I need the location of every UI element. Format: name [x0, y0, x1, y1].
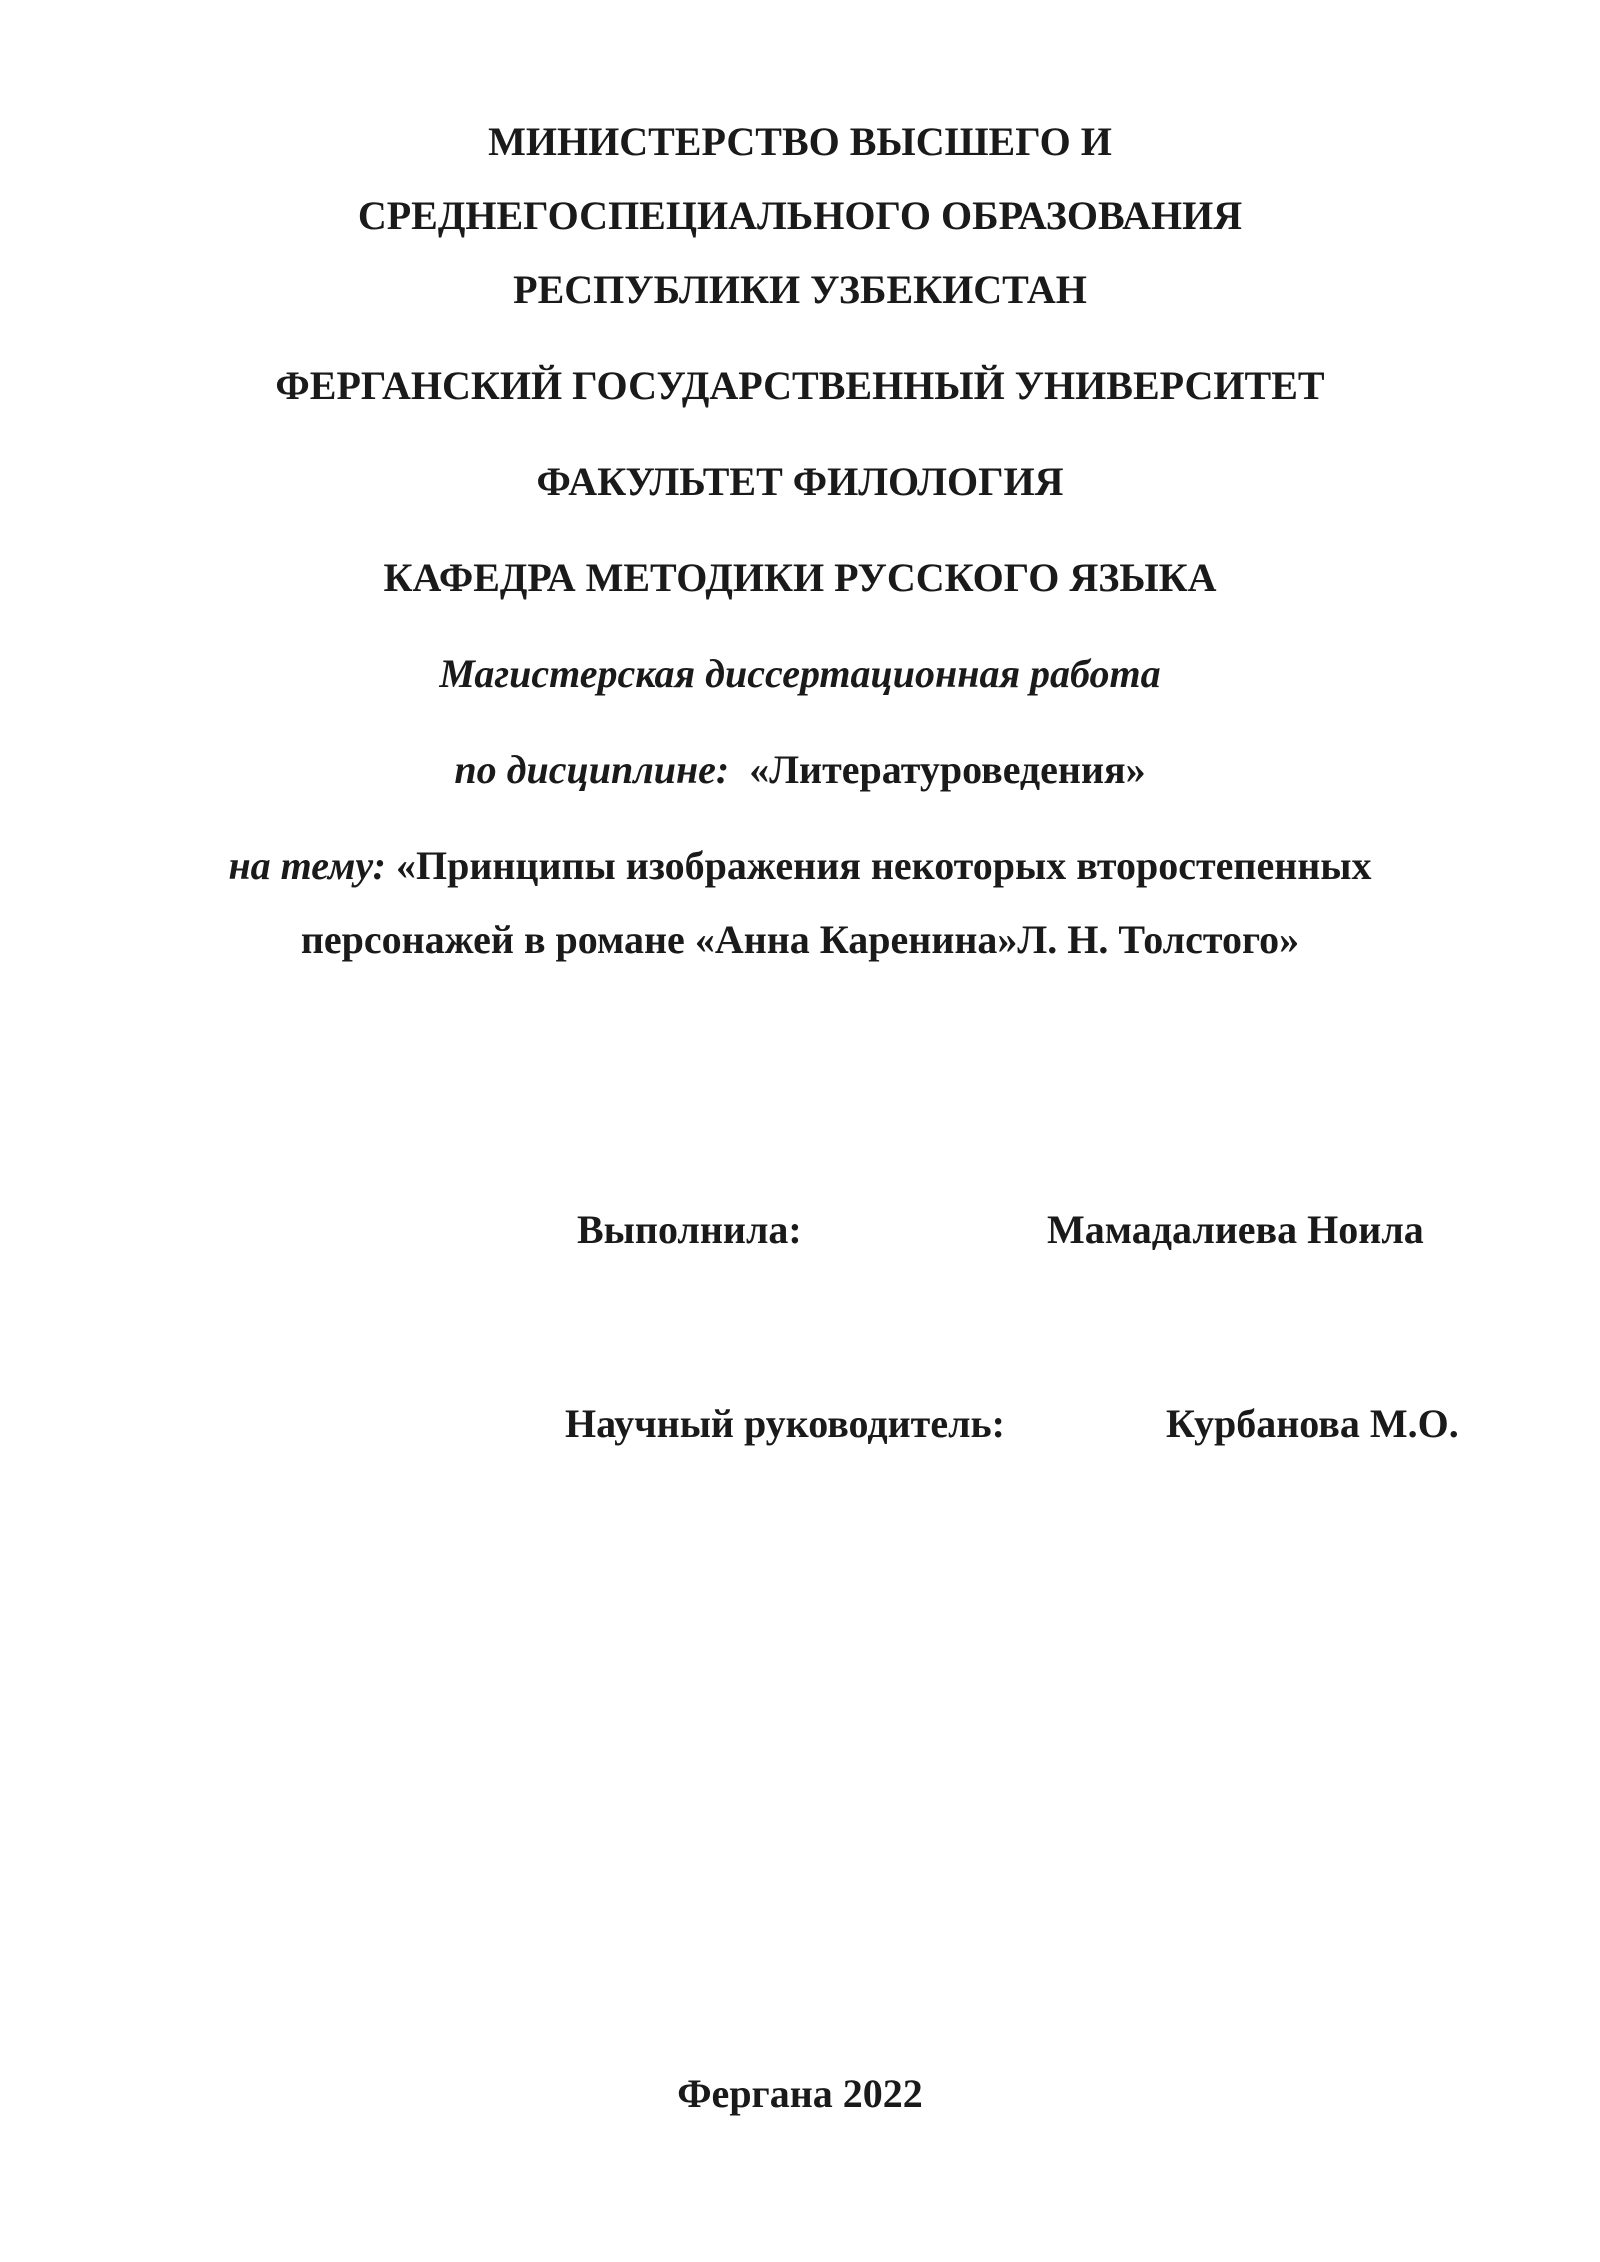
performed-name: Мамадалиева Ноила [1047, 1207, 1424, 1252]
faculty-name: ФАКУЛЬТЕТ ФИЛОЛОГИЯ [536, 459, 1064, 504]
city-year: Фергана 2022 [677, 2071, 923, 2116]
work-type: Магистерская диссертационная работа [439, 651, 1161, 696]
topic-text-1: «Принципы изображения некоторых второстепенных [395, 843, 1372, 888]
ministry-line-1: МИНИСТЕРСТВО ВЫСШЕГО И [488, 119, 1112, 164]
discipline-prefix: по дисциплине: [454, 747, 730, 792]
ministry-line-3: РЕСПУБЛИКИ УЗБЕКИСТАН [513, 267, 1087, 312]
topic-line-2: персонажей в романе «Анна Каренина»Л. Н. Толстого» [300, 917, 1300, 962]
topic-prefix: на тему: [228, 843, 386, 888]
discipline-value: «Литературоведения» [749, 747, 1146, 792]
supervisor-label: Научный руководитель: [565, 1401, 1005, 1446]
performed-label: Выполнила: [577, 1207, 802, 1252]
department-name: КАФЕДРА МЕТОДИКИ РУССКОГО ЯЗЫКА [383, 555, 1217, 600]
ministry-line-2: СРЕДНЕГОСПЕЦИАЛЬНОГО ОБРАЗОВАНИЯ [357, 193, 1243, 238]
supervisor-name: Курбанова М.О. [1166, 1401, 1459, 1446]
discipline-line [0, 746, 1600, 794]
topic-line-1 [0, 842, 1600, 890]
university-name: ФЕРГАНСКИЙ ГОСУДАРСТВЕННЫЙ УНИВЕРСИТЕТ [275, 363, 1325, 408]
